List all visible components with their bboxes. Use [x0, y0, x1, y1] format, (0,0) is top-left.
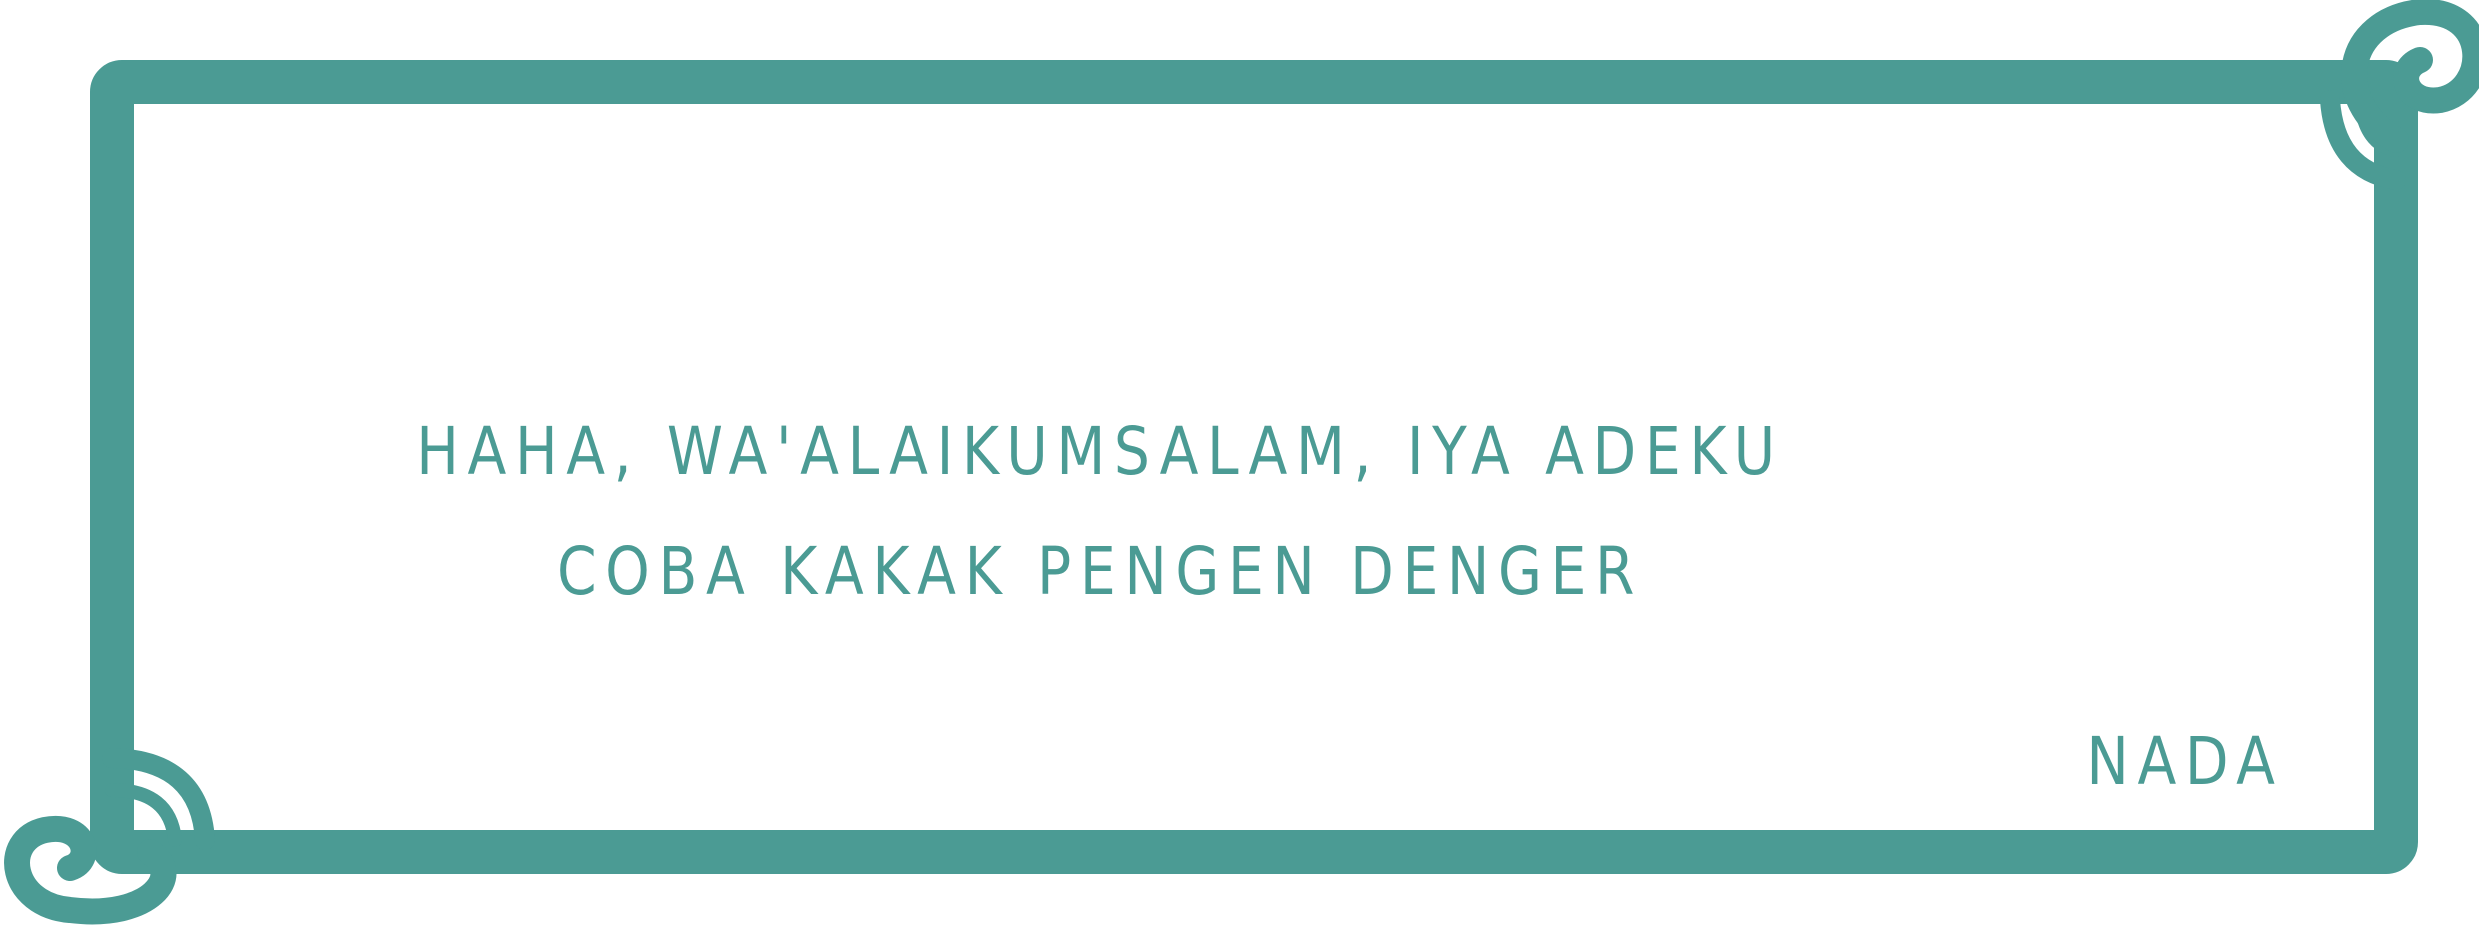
dialogue-text	[412, 392, 1788, 632]
dialogue-line-1: HAHA, WA'ALAIKUMSALAM, IYA ADEKU	[416, 413, 1784, 490]
dialogue-line-2: COBA KAKAK PENGEN DENGER	[556, 533, 1644, 610]
speaker-name: NADA	[2086, 723, 2284, 800]
